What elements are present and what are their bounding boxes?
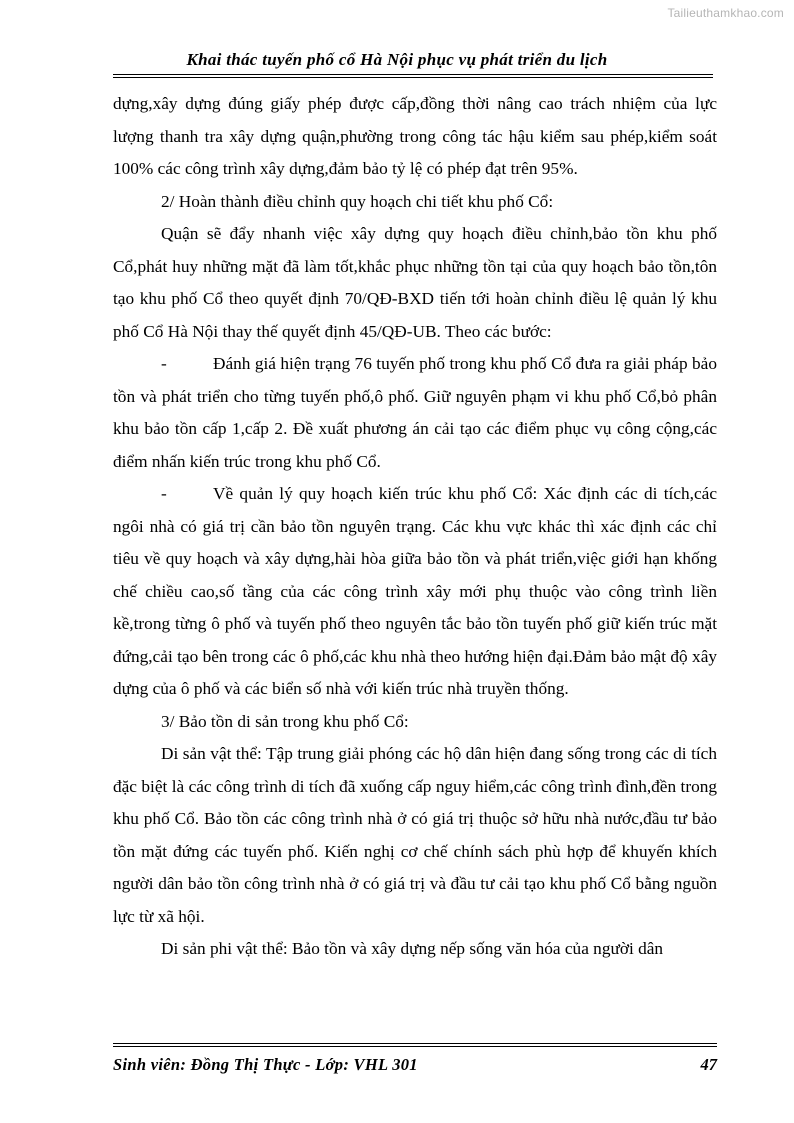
watermark: Tailieuthamkhao.com [667, 6, 784, 20]
section-heading-3: 3/ Bảo tồn di sản trong khu phố Cổ: [161, 711, 409, 731]
footer-student-info: Sinh viên: Đồng Thị Thực - Lớp: VHL 301 [113, 1055, 418, 1074]
bullet-text: Đánh giá hiện trạng 76 tuyến phố trong khu phố Cổ đưa ra giải pháp bảo tồn và phát triển cho từng tuyến phố,ô phố. Giữ nguyên phạm vi khu phố Cổ,bỏ phân khu bảo tồn cấp 1,cấp 2. Đề xuất phương án cải tạo các điểm phục vụ công cộng,các điểm nhấn kiến trúc trong khu phố Cổ. [113, 354, 717, 471]
bullet-text: Về quản lý quy hoạch kiến trúc khu phố Cổ: Xác định các di tích,các ngôi nhà có giá trị cần bảo tồn nguyên trạng. Các khu vực khác thì xác định các chỉ tiêu về quy hoạch và xây dựng,hài hòa giữa bảo tồn và phát triển,việc giới hạn khống chế chiều cao,số tầng của các công trình xây mới phụ thuộc vào công trình liền kề,trong từng ô phố và tuyến phố theo nguyên tắc bảo tồn tuyến phố giữ kiến trúc mặt đứng,cải tạo bên trong các ô phố,các khu nhà theo hướng hiện đại.Đảm bảo mật độ xây dựng của ô phố và các biển số nhà với kiến trúc nhà truyền thống. [113, 484, 717, 698]
bullet-dash: - [161, 484, 167, 503]
paragraph-intangible-heritage: Di sản phi vật thể: Bảo tồn và xây dựng nếp sống văn hóa của người dân [161, 939, 664, 958]
section-heading-2: 2/ Hoàn thành điều chỉnh quy hoạch chi tiết khu phố Cổ: [161, 191, 554, 211]
paragraph-planning: Quận sẽ đẩy nhanh việc xây dựng quy hoạch điều chỉnh,bảo tồn khu phố Cổ,phát huy những mặt đã làm tốt,khắc phục những tồn tại của quy hoạch bảo tồn,tôn tạo khu phố Cổ theo quyết định 70/QĐ-BXD tiến tới hoàn chỉnh điều lệ quản lý khu phố Cổ Hà Nội thay thế quyết định 45/QĐ-UB. Theo các bước: [113, 224, 717, 341]
page-header-title: Khai thác tuyến phố cổ Hà Nội phục vụ phát triển du lịch [186, 50, 608, 69]
paragraph-tangible-heritage: Di sản vật thể: Tập trung giải phóng các hộ dân hiện đang sống trong các di tích đặc biệt là các công trình di tích đã xuống cấp nguy hiểm,các công trình đình,đền trong khu phố Cổ. Bảo tồn các công trình nhà ở có giá trị thuộc sở hữu nhà nước,đầu tư bảo tồn mặt đứng các tuyến phố. Kiến nghị cơ chế chính sách phù hợp để khuyến khích người dân bảo tồn công trình nhà ở có giá trị và đầu tư cải tạo khu phố Cổ bằng nguồn lực từ xã hội. [113, 744, 717, 926]
bullet-item-assessment [113, 348, 717, 478]
paragraph-continuation: dựng,xây dựng đúng giấy phép được cấp,đồng thời nâng cao trách nhiệm của lực lượng thanh tra xây dựng quận,phường trong công tác hậu kiểm sau phép,kiểm soát 100% các công trình xây dựng,đảm bảo tỷ lệ có phép đạt trên 95%. [113, 94, 717, 178]
bullet-item-management [113, 478, 717, 706]
header-divider [113, 74, 713, 75]
header-divider-secondary [113, 77, 713, 78]
footer-divider-secondary [113, 1046, 717, 1047]
footer-divider [113, 1043, 717, 1044]
page-number: 47 [700, 1055, 717, 1074]
bullet-dash: - [161, 354, 167, 373]
document-body [113, 88, 717, 966]
